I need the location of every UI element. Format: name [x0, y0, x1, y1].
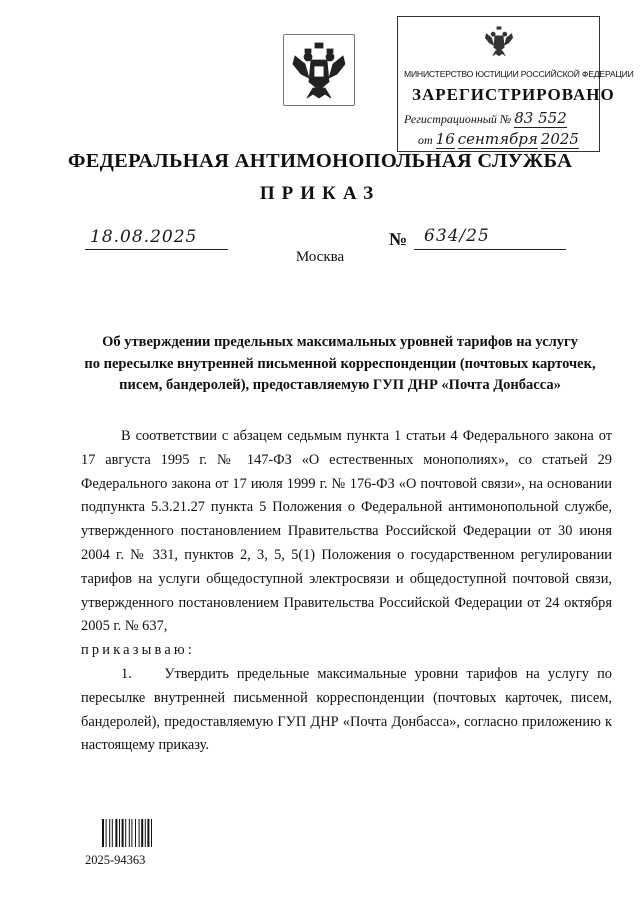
- stamp-date-month: сентября: [457, 130, 538, 148]
- barcode-bar: [151, 819, 152, 847]
- stamp-coat-of-arms-icon: [480, 22, 518, 60]
- city: Москва: [295, 249, 345, 265]
- barcode-bar: [106, 819, 107, 847]
- barcode-bar: [139, 819, 140, 847]
- double-headed-eagle-icon: [283, 34, 355, 106]
- barcode-bar: [145, 819, 146, 847]
- order-date: 18.08.2025: [90, 227, 198, 247]
- stamp-date-line: [418, 130, 579, 149]
- item-text: Утвердить предельные максимальные уровни тарифов на услугу по пересылке внутренней письменной корреспонденции (почтовых карточек, писем, бандеролей), предоставляемую ГУП ДНР «Почта Донбасса», согласно приложению к настоящему приказу.: [81, 665, 612, 754]
- barcode-bar: [147, 819, 149, 847]
- order-number: 634/25: [424, 226, 490, 246]
- order-date-field: [85, 226, 228, 250]
- barcode-icon: [102, 819, 174, 847]
- order-item-1: [81, 663, 612, 758]
- barcode-bar: [102, 819, 104, 847]
- order-subject: [70, 332, 610, 397]
- stamp-date-prefix: от: [418, 133, 433, 147]
- document-type: ПРИКАЗ: [259, 183, 381, 204]
- stamp-ministry: МИНИСТЕРСТВО ЮСТИЦИИ РОССИЙСКОЙ ФЕДЕРАЦИИ: [404, 69, 634, 79]
- document-id: 2025-94363: [85, 853, 146, 867]
- barcode-bar: [119, 819, 120, 847]
- stamp-registration-line: [404, 109, 567, 128]
- barcode-bar: [129, 819, 130, 847]
- order-number-field: [414, 226, 566, 250]
- agency-name: ФЕДЕРАЛЬНАЯ АНТИМОНОПОЛЬНАЯ СЛУЖБА: [67, 150, 573, 172]
- stamp-date-day: 16: [435, 130, 455, 148]
- barcode-bar: [141, 819, 143, 847]
- item-number: 1.: [121, 665, 132, 682]
- stamp-reg-label: Регистрационный №: [404, 112, 512, 126]
- barcode-bar: [112, 819, 113, 847]
- barcode-bar: [122, 819, 124, 847]
- order-number-label: №: [389, 229, 408, 249]
- stamp-registered: ЗАРЕГИСТРИРОВАНО: [412, 85, 615, 104]
- barcode-bar: [135, 819, 136, 847]
- coat-of-arms-icon: [283, 34, 355, 106]
- subject-line: писем, бандеролей), предоставляемую ГУП ДНР «Почта Донбасса»: [119, 377, 561, 393]
- decree-word: приказываю:: [81, 642, 196, 659]
- stamp-reg-number: 83 552: [514, 109, 567, 127]
- barcode-bar: [109, 819, 110, 847]
- barcode-bar: [131, 819, 132, 847]
- order-body: [81, 425, 612, 758]
- subject-line: Об утверждении предельных максимальных уровней тарифов на услугу: [102, 334, 578, 350]
- registration-stamp: [397, 16, 634, 152]
- barcode-bar: [125, 819, 126, 847]
- preamble-paragraph: В соответствии с абзацем седьмым пункта 1 статьи 4 Федерального закона от 17 августа 1995 г. № 147-ФЗ «О естественных монополиях», со статьей 29 Федерального закона от 17 июля 1999 г. № 176-ФЗ «О почтовой связи», на основании подпункта 5.3.21.27 пункта 5 Положения о Федеральной антимонопольной службе, утвержденного постановлением Правительства Российской Федерации от 30 июня 2004 г. № 331, пунктов 2, 3, 5, 5(1) Положения о государственном регулировании тарифов на услуги общедоступной электросвязи и общедоступной почтовой связи, утвержденного постановлением Правительства Российской Федерации от 24 октября 2005 г. № 637,: [81, 428, 612, 635]
- subject-line: по пересылке внутренней письменной корреспонденции (почтовых карточек,: [84, 355, 596, 372]
- stamp-date-year: 2025: [540, 130, 579, 148]
- barcode-bar: [115, 819, 117, 847]
